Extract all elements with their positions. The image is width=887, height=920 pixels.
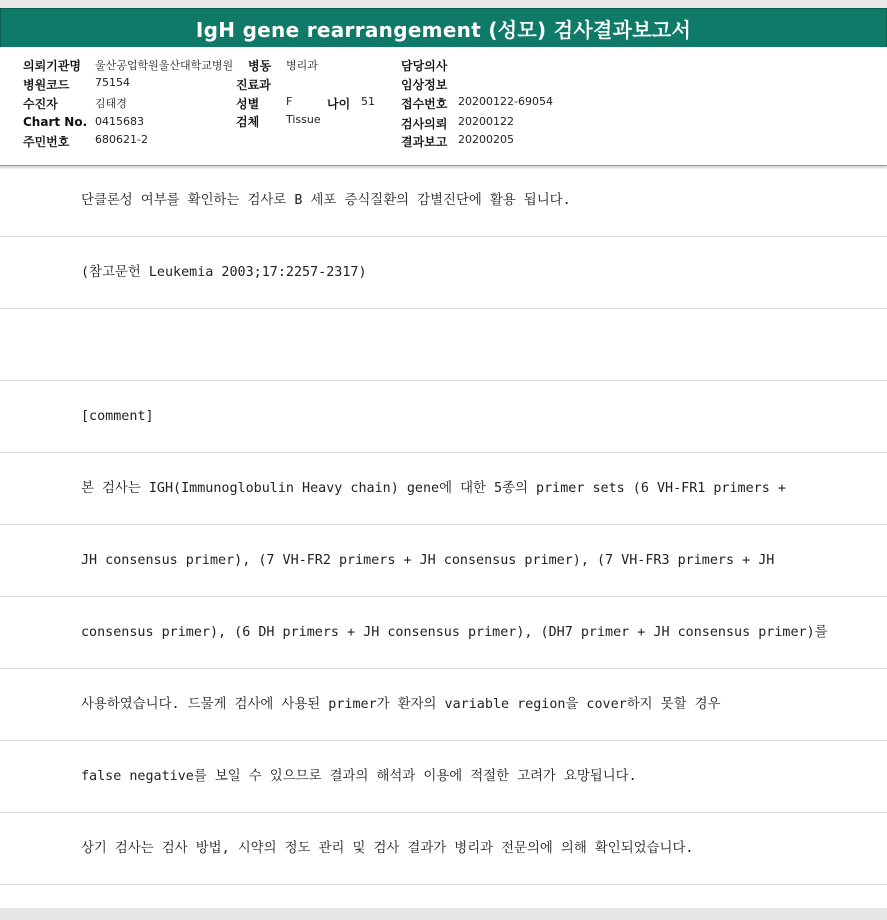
ward-label: 병동	[248, 59, 272, 73]
report-line	[0, 741, 887, 813]
report-date-label: 결과보고	[401, 135, 448, 149]
report-line	[0, 597, 887, 669]
patient-value: 김태경	[95, 97, 127, 110]
bottom-strip	[0, 908, 887, 920]
resident-no-label: 주민번호	[23, 135, 70, 149]
report-line-text: [comment]	[81, 409, 154, 424]
report-line	[0, 237, 887, 309]
report-line-text: 사용하였습니다. 드물게 검사에 사용된 primer가 환자의 variable region을 cover하지 못할 경우	[81, 697, 721, 712]
report-line	[0, 669, 887, 741]
report-line-text: false negative를 보일 수 있으므로 결과의 해석과 이용에 적절한 고려가 요망됩니다.	[81, 769, 637, 784]
institution-value: 울산공업학원울산대학교병원	[95, 59, 234, 72]
specimen-label: 검체	[236, 115, 260, 129]
report-line	[0, 453, 887, 525]
receipt-no-value: 20200122-69054	[458, 95, 553, 108]
report-line-text: consensus primer), (6 DH primers + JH consensus primer), (DH7 primer + JH consensus primer)를	[81, 625, 828, 640]
age-value: 51	[361, 95, 375, 108]
ward-value: 병리과	[286, 59, 318, 72]
report-line-text: 본 검사는 IGH(Immunoglobulin Heavy chain) gene에 대한 5종의 primer sets (6 VH-FR1 primers +	[81, 481, 786, 496]
request-date-value: 20200122	[458, 115, 514, 128]
top-strip	[0, 0, 887, 8]
report-title-bar	[0, 8, 887, 48]
report-date-value: 20200205	[458, 133, 514, 146]
report-line-text: 상기 검사는 검사 방법, 시약의 정도 관리 및 검사 결과가 병리과 전문의에 의해 확인되었습니다.	[81, 841, 694, 856]
sex-value: F	[286, 95, 293, 108]
report-title: IgH gene rearrangement (성모) 검사결과보고서	[195, 17, 692, 42]
report-line	[0, 813, 887, 885]
patient-info-panel	[0, 47, 887, 166]
report-line-text: (참고문헌 Leukemia 2003;17:2257-2317)	[81, 265, 367, 280]
report-body	[0, 165, 887, 885]
report-line-text: JH consensus primer), (7 VH-FR2 primers + JH consensus primer), (7 VH-FR3 primers + JH	[81, 553, 775, 568]
sex-label: 성별	[236, 97, 260, 111]
department-label: 진료과	[236, 78, 271, 92]
patient-label: 수진자	[23, 97, 58, 111]
doctor-label: 담당의사	[401, 59, 448, 73]
clinical-info-label: 임상정보	[401, 78, 448, 92]
chart-no-label: Chart No.	[23, 115, 88, 129]
hospital-code-value: 75154	[95, 76, 130, 89]
resident-no-value: 680621-2	[95, 133, 148, 146]
institution-label: 의뢰기관명	[23, 59, 81, 73]
report-line	[0, 381, 887, 453]
hospital-code-label: 병원코드	[23, 78, 70, 92]
report-line	[0, 309, 887, 381]
report-line-text: 단클론성 여부를 확인하는 검사로 B 세포 증식질환의 감별진단에 활용 됩니다.	[81, 193, 571, 208]
request-date-label: 검사의뢰	[401, 117, 448, 131]
age-label: 나이	[327, 97, 351, 111]
chart-no-value: 0415683	[95, 115, 144, 128]
receipt-no-label: 접수번호	[401, 97, 448, 111]
report-line	[0, 165, 887, 237]
report-line	[0, 525, 887, 597]
specimen-value: Tissue	[286, 113, 321, 126]
